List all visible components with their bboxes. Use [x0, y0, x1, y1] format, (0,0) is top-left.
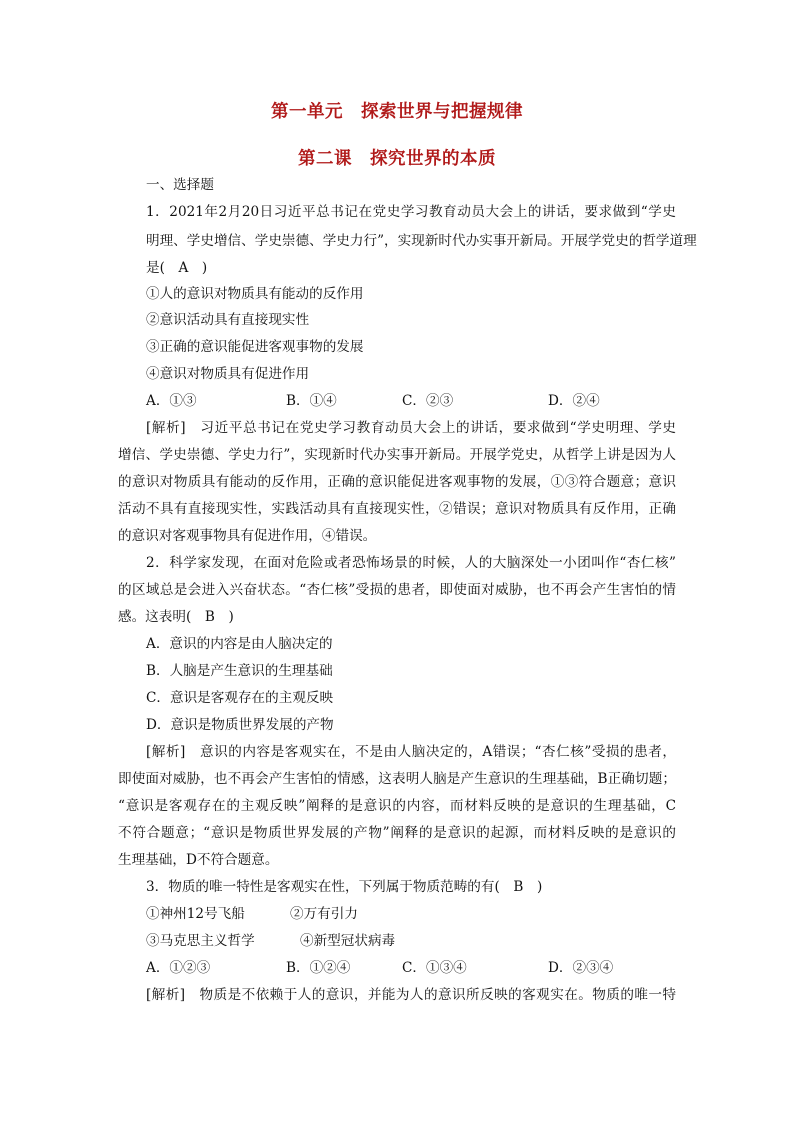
lesson-title-text: 探究世界的本质 — [370, 149, 496, 169]
q1-option-d: D．②④ — [548, 393, 600, 409]
q3-stem-line-1: 3．物质的唯一特性是客观实在性，下列属于物质范畴的有( B ) — [146, 879, 543, 895]
q2-analysis-line-5: 生理基础，D不符合题意。 — [118, 852, 279, 868]
q1-statement-1: ①人的意识对物质具有能动的反作用 — [146, 286, 364, 302]
q1-analysis-line-2: 增信、学史崇德、学史力行”，实现新时代办实事开新局。开展学党史，从哲学上讲是因为人 — [118, 447, 676, 463]
q1-option-c: C．②③ — [402, 393, 454, 409]
q2-analysis-line-3: “意识是客观存在的主观反映”阐释的是意识的内容，而材料反映的是意识的生理基础，C — [118, 798, 676, 814]
q3-option-c: C．①③④ — [402, 960, 467, 976]
unit-title — [0, 98, 794, 123]
q1-stem-line-3: 是( A ) — [146, 260, 208, 276]
unit-title-number: 第一单元 — [271, 102, 343, 122]
q3-statement-3: ③马克思主义哲学 — [146, 933, 255, 949]
q1-statement-4: ④意识对物质具有促进作用 — [146, 366, 310, 382]
q3-option-b: B．①②④ — [286, 960, 351, 976]
q2-stem-line-3: 感。这表明( B ) — [118, 609, 234, 625]
q2-analysis-line-4: 不符合题意；“意识是物质世界发展的产物”阐释的是意识的起源，而材料反映的是意识的 — [118, 825, 676, 841]
lesson-title-number: 第二课 — [298, 149, 352, 169]
q2-analysis-line-1: [解析] 意识的内容是客观实在，不是由人脑决定的，A错误；“杏仁核”受损的患者， — [146, 744, 676, 760]
q1-analysis-line-4: 活动不具有直接现实性，实践活动具有直接现实性，②错误；意识对物质具有反作用，正确 — [118, 501, 676, 517]
q1-option-a: A．①③ — [146, 393, 197, 409]
q3-statement-1: ①神州12号飞船 — [146, 906, 245, 922]
q3-option-d: D．②③④ — [548, 960, 614, 976]
q1-statement-3: ③正确的意识能促进客观事物的发展 — [146, 339, 364, 355]
q3-option-a: A．①②③ — [146, 960, 211, 976]
q2-option-c: C．意识是客观存在的主观反映 — [146, 690, 334, 706]
unit-title-text: 探索世界与把握规律 — [361, 102, 523, 122]
q3-analysis-line-1: [解析] 物质是不依赖于人的意识，并能为人的意识所反映的客观实在。物质的唯一特 — [146, 987, 676, 1003]
section-heading: 一、选择题 — [146, 177, 214, 193]
q2-analysis-line-2: 即使面对威胁，也不再会产生害怕的情感，这表明人脑是产生意识的生理基础，B正确切题； — [118, 771, 676, 787]
q2-option-b: B．人脑是产生意识的生理基础 — [146, 663, 333, 679]
lesson-title — [0, 145, 794, 170]
q1-stem-line-2: 明理、学史增信、学史崇德、学史力行”，实现新时代办实事开新局。开展学党史的哲学道理 — [146, 233, 697, 249]
q3-statement-2: ②万有引力 — [290, 906, 358, 922]
q1-statement-2: ②意识活动具有直接现实性 — [146, 312, 310, 328]
q1-analysis-line-5: 的意识对客观事物具有促进作用，④错误。 — [118, 528, 377, 544]
q2-option-a: A．意识的内容是由人脑决定的 — [146, 636, 333, 652]
q1-stem-line-1: 1．2021年2月20日习近平总书记在党史学习教育动员大会上的讲话，要求做到“学史 — [146, 204, 676, 220]
q3-statement-4: ④新型冠状病毒 — [300, 933, 396, 949]
q2-stem-line-2: 的区域总是会进入兴奋状态。“杏仁核”受损的患者，即使面对威胁，也不再会产生害怕的情 — [118, 582, 676, 598]
q1-option-b: B．①④ — [286, 393, 337, 409]
q2-stem-line-1: 2．科学家发现，在面对危险或者恐怖场景的时候，人的大脑深处一小团叫作“杏仁核” — [146, 555, 676, 571]
q1-analysis-line-1: [解析] 习近平总书记在党史学习教育动员大会上的讲话，要求做到“学史明理、学史 — [146, 420, 676, 436]
q1-analysis-line-3: 的意识对物质具有能动的反作用，正确的意识能促进客观事物的发展，①③符合题意；意识 — [118, 474, 676, 490]
q2-option-d: D．意识是物质世界发展的产物 — [146, 717, 334, 733]
